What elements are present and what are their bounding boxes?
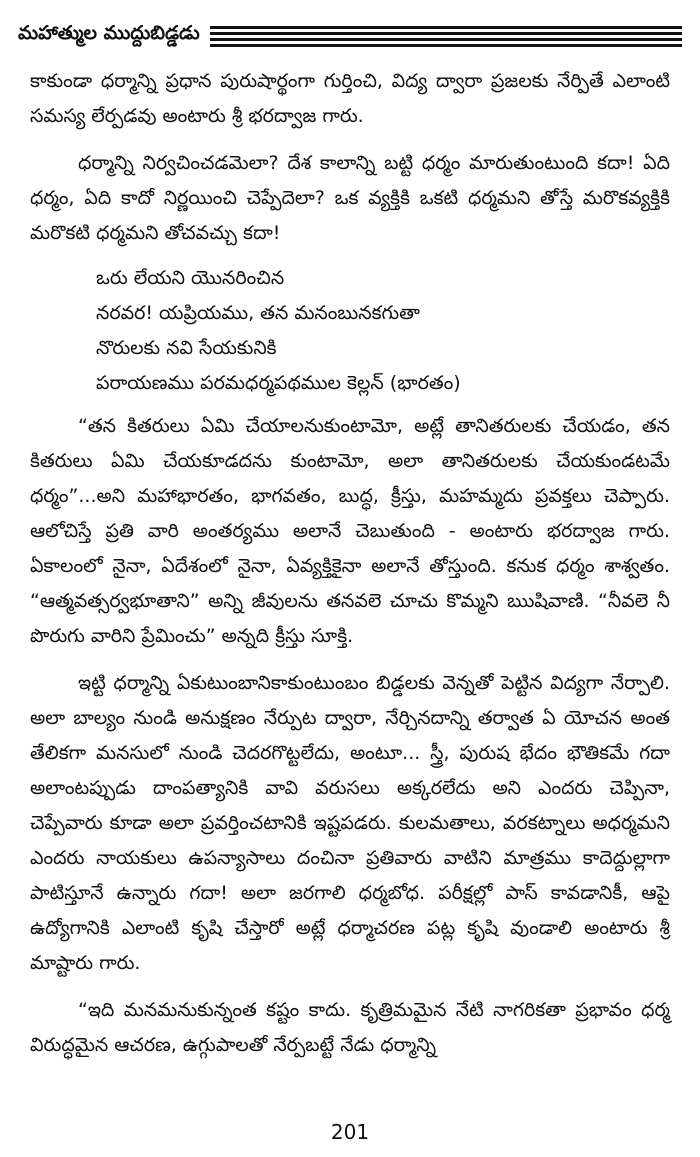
header-rule-line bbox=[210, 44, 682, 47]
verse-line: పరాయణము పరమధర్మపథముల కెల్లన్ (భారతం) bbox=[96, 372, 461, 394]
header-rule-line bbox=[210, 26, 682, 29]
verse-line: నరవర! యప్రియము, తన మనంబునకగుతా bbox=[96, 302, 420, 324]
header-rule-lines bbox=[210, 20, 682, 47]
page-header bbox=[18, 20, 682, 62]
verse-block bbox=[96, 261, 670, 401]
header-rule-line bbox=[210, 32, 682, 35]
verse-line: ఒరు లేయని యొనరించిన bbox=[96, 267, 285, 289]
paragraph: ఇట్టి ధర్మాన్ని ఏకుటుంబానికాకుంటుంబం బిడ్డలకు వెన్నతో పెట్టిన విద్యగా నేర్పాలి. అలా బాల్యం నుండి అనుక్షణం నేర్పుట ద్వారా, నేర్చినదాన్ని తర్వాత ఏ యోచన అంత తేలికగా మనసులో నుండి చెదరగొట్టలేదు, అంటూ... స్త్రీ, పురుష భేదం భౌతికమే గదా అలాంటప్పుడు దాంపత్యానికి వావి వరుసలు అక్కరలేదు అని ఎందరు చెప్పినా, చెప్పేవారు కూడా అలా ప్రవర్తించటానికి ఇష్టపడరు. కులమతాలు, వరకట్నాలు అధర్మమని ఎందరు నాయకులు ఉపన్యాసాలు దంచినా ప్రతివారు వాటిని మాత్రము కాదెద్దుల్లాగా పాటిస్తూనే ఉన్నారు గదా! అలా జరగాలి ధర్మబోధ. పరీక్షల్లో పాస్ కావడానికీ, ఆపై ఉద్యోగానికి ఎలాంటి కృషి చేస్తారో అట్లే ధర్మాచరణ పట్ల కృషి వుండాలి అంటారు శ్రీ మాష్టారు గారు. bbox=[30, 672, 670, 974]
paragraph: “ఇది మనమనుకున్నంత కష్టం కాదు. కృత్రిమమైన నేటి నాగరికతా ప్రభావం ధర్మ విరుద్ధమైన ఆచరణ, ఉగ్గుపాలతో నేర్పబట్టే నేడు ధర్మాన్ని bbox=[30, 999, 670, 1056]
paragraph: “తన కితరులు ఏమి చేయాలనుకుంటామో, అట్లే తానితరులకు చేయడం, తన కితరులు ఏమి చేయకూడదను కుంటామో, అలా తానితరులకు చేయకుండటమే ధర్మం”...అని మహాభారతం, భాగవతం, బుద్ధ, క్రీస్తు, మహమ్మదు ప్రవక్తలు చెప్పారు. ఆలోచిస్తే ప్రతి వారి అంతర్యము అలానే చెబుతుంది - అంటారు భరద్వాజ గారు. ఏకాలంలో నైనా, ఏదేశంలో నైనా, ఏవ్యక్తికైనా అలానే తోస్తుంది. కనుక ధర్మం శాశ్వతం. “ఆత్మవత్సర్వభూతాని” అన్ని జీవులను తనవలె చూచు కొమ్మని ఋషివాణి. “నీవలె నీ పొరుగు వారిని ప్రేమించు” అన్నది క్రీస్తు సూక్తి. bbox=[30, 415, 670, 647]
page-body bbox=[30, 64, 670, 1063]
paragraph-continued: కాకుండా ధర్మాన్ని ప్రధాన పురుషార్థంగా గుర్తించి, విద్య ద్వారా ప్రజలకు నేర్పితే ఎలాంటి సమస్య లేర్పడవు అంటారు శ్రీ భరద్వాజ గారు. bbox=[30, 70, 670, 127]
verse-line: నొరులకు నవి సేయకునికి bbox=[96, 337, 277, 359]
paragraph: ధర్మాన్ని నిర్వచించడమెలా? దేశ కాలాన్ని బట్టి ధర్మం మారుతుంటుంది కదా! ఏది ధర్మం, ఏది కాదో నిర్ణయించి చెప్పేదెలా? ఒక వ్యక్తికి ఒకటి ధర్మమని తోస్తే మరొకవ్యక్తికి మరొకటి ధర్మమని తోచవచ్చు కదా! bbox=[30, 152, 670, 244]
header-rule-line bbox=[210, 38, 682, 41]
running-title: మహాత్ముల ముద్దుబిడ్డడు bbox=[18, 22, 200, 44]
page-number: 201 bbox=[330, 1120, 370, 1144]
